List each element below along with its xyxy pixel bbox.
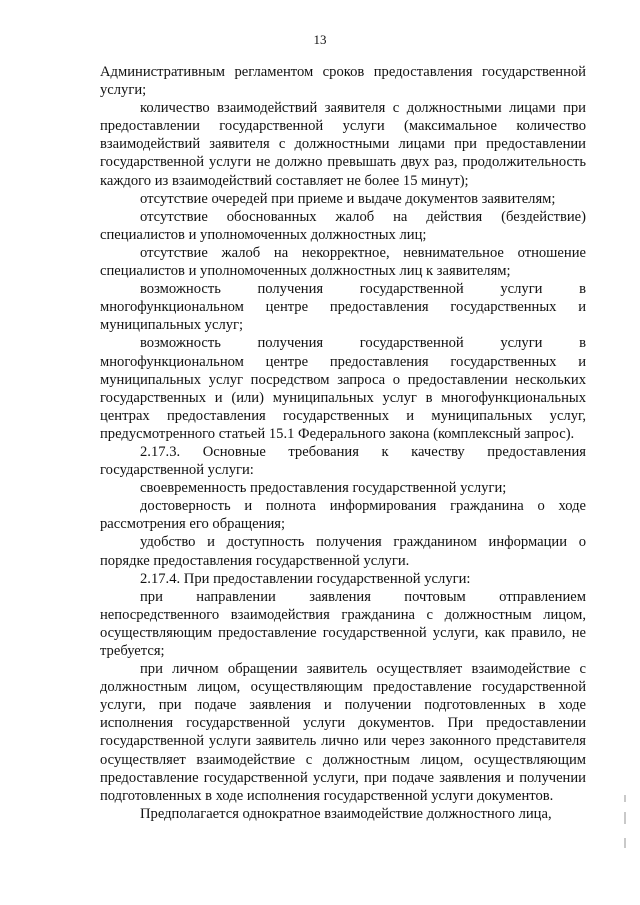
paragraph-information-reliability: достоверность и полнота информирования гражданина о ходе рассмотрения его обращения;	[100, 498, 586, 533]
paragraph-single-interaction: Предполагается однократное взаимодействие должностного лица,	[140, 805, 552, 822]
paragraph-mfc-availability: возможность получения государственной услуги в многофункциональном центре предоставления государственных и муниципальных услуг;	[100, 281, 586, 334]
paragraph-personal-request: при личном обращении заявитель осуществляет взаимодействие с должностным лицом, осуществляющим предоставление государственной услуги, при подаче заявления и получении подготовленных в ходе исполнения государственной услуги документов. При предоставлении государственной услуги заявитель лично или через законного представителя осуществляет взаимодействие с должностным лицом, осуществляющим предоставление государственной услуги, при подаче заявления и получении подготовленных в ходе исполнения государственной услуги документов.	[100, 661, 586, 804]
paragraph-no-conduct-complaints: отсутствие жалоб на некорректное, невнимательное отношение специалистов и уполномоченных должностных лиц к заявителям;	[100, 244, 586, 280]
scan-edge-mark	[624, 838, 626, 848]
paragraph-complex-request: возможность получения государственной услуги в многофункциональном центре предоставления государственных и муниципальных услуг посредством запроса о предоставлении нескольких государственных и (или) муниципальных услуг в многофункциональных центрах предоставления государственных и муниципальных услуг, предусмотренного статьей 15.1 Федерального закона (комплексный запрос).	[100, 335, 586, 442]
scan-edge-mark	[624, 795, 626, 802]
paragraph-section-2-17-3: 2.17.3. Основные требования к качеству предоставления государственной услуги:	[100, 443, 586, 479]
page-number: 13	[313, 32, 327, 47]
paragraph-postal-submission: при направлении заявления почтовым отправлением непосредственного взаимодействия гражданина с должностным лицом, осуществляющим предоставление государственной услуги, как правило, не требуется;	[100, 588, 586, 659]
paragraph-timeliness: своевременность предоставления государственной услуги;	[140, 480, 507, 497]
paragraph-information-accessibility: удобство и доступность получения гражданином информации о порядке предоставления государственной услуги.	[100, 534, 586, 569]
scan-edge-mark	[624, 812, 626, 824]
document-body	[100, 63, 586, 823]
paragraph-interaction-count: количество взаимодействий заявителя с должностными лицами при предоставлении государственной услуги (максимальное количество взаимодействий заявителя с должностными лицами при предоставлении государственной услуги не должно превышать двух раз, продолжительность каждого из взаимодействий составляет не более 15 минут);	[100, 100, 586, 189]
paragraph-section-2-17-4: 2.17.4. При предоставлении государственной услуги:	[140, 570, 471, 587]
paragraph-no-queues: отсутствие очередей при приеме и выдаче документов заявителям;	[140, 190, 556, 207]
paragraph-regulation-terms: Административным регламентом сроков предоставления государственной услуги;	[100, 64, 586, 99]
paragraph-no-justified-complaints: отсутствие обоснованных жалоб на действия (бездействие) специалистов и уполномоченных должностных лиц;	[100, 208, 586, 243]
